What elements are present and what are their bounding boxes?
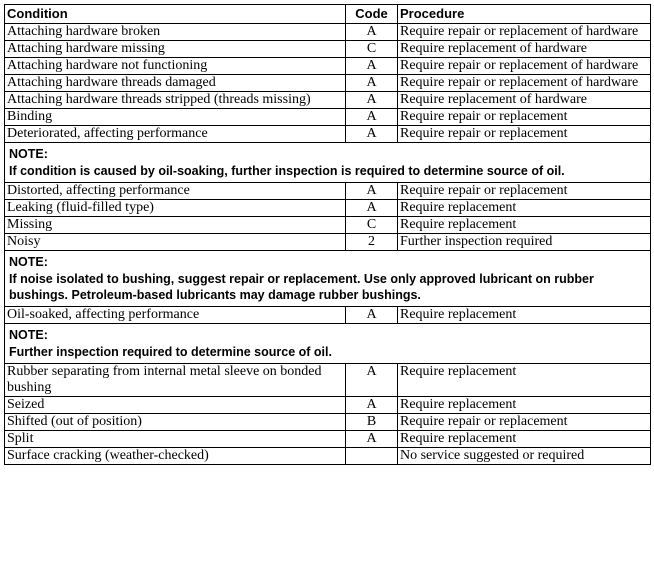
code-cell: A <box>346 200 398 217</box>
code-cell: C <box>346 217 398 234</box>
code-cell: A <box>346 75 398 92</box>
code-cell <box>346 448 398 465</box>
table-row <box>5 217 651 234</box>
table-row <box>5 183 651 200</box>
procedure-cell: Require repair or replacement <box>398 414 651 431</box>
table-row <box>5 75 651 92</box>
condition-cell: Deteriorated, affecting performance <box>5 126 346 143</box>
code-cell: A <box>346 126 398 143</box>
code-cell: A <box>346 183 398 200</box>
code-cell: A <box>346 109 398 126</box>
condition-cell: Surface cracking (weather-checked) <box>5 448 346 465</box>
table-body <box>5 24 651 465</box>
condition-cell: Shifted (out of position) <box>5 414 346 431</box>
procedure-cell: No service suggested or required <box>398 448 651 465</box>
procedure-cell: Require repair or replacement <box>398 126 651 143</box>
table-row <box>5 234 651 251</box>
procedure-cell: Require repair or replacement of hardware <box>398 75 651 92</box>
condition-cell: Attaching hardware broken <box>5 24 346 41</box>
condition-cell: Rubber separating from internal metal sleeve on bonded bushing <box>5 364 346 397</box>
note-label: NOTE: <box>9 147 48 161</box>
table-header-row <box>5 5 651 24</box>
table-row <box>5 397 651 414</box>
condition-header: Condition <box>5 5 346 24</box>
condition-cell: Split <box>5 431 346 448</box>
note-label: NOTE: <box>9 255 48 269</box>
condition-cell: Noisy <box>5 234 346 251</box>
procedure-cell: Require replacement <box>398 397 651 414</box>
condition-cell: Binding <box>5 109 346 126</box>
condition-cell: Leaking (fluid-filled type) <box>5 200 346 217</box>
procedure-cell: Require repair or replacement of hardware <box>398 24 651 41</box>
table-row <box>5 58 651 75</box>
note-cell <box>5 324 651 364</box>
table-row <box>5 41 651 58</box>
table-row <box>5 92 651 109</box>
condition-cell: Seized <box>5 397 346 414</box>
procedure-cell: Require replacement <box>398 364 651 397</box>
condition-cell: Attaching hardware not functioning <box>5 58 346 75</box>
code-cell: 2 <box>346 234 398 251</box>
procedure-cell: Require replacement <box>398 431 651 448</box>
table-row <box>5 414 651 431</box>
note-text: If noise isolated to bushing, suggest repair or replacement. Use only approved lubricant on rubber bushings. Petroleum-based lubricants may damage rubber bushings. <box>9 272 594 302</box>
inspection-table <box>4 4 651 465</box>
table-row <box>5 126 651 143</box>
table-row <box>5 431 651 448</box>
table-row <box>5 24 651 41</box>
procedure-cell: Require replacement <box>398 307 651 324</box>
code-cell: A <box>346 58 398 75</box>
procedure-cell: Require replacement of hardware <box>398 92 651 109</box>
code-cell: A <box>346 431 398 448</box>
procedure-cell: Require repair or replacement <box>398 109 651 126</box>
note-label: NOTE: <box>9 328 48 342</box>
procedure-cell: Require repair or replacement of hardware <box>398 58 651 75</box>
code-cell: A <box>346 24 398 41</box>
table-row <box>5 109 651 126</box>
procedure-cell: Require replacement <box>398 217 651 234</box>
table-row <box>5 307 651 324</box>
condition-cell: Attaching hardware threads stripped (threads missing) <box>5 92 346 109</box>
code-cell: A <box>346 307 398 324</box>
code-cell: B <box>346 414 398 431</box>
note-row <box>5 251 651 307</box>
condition-cell: Oil-soaked, affecting performance <box>5 307 346 324</box>
note-row <box>5 324 651 364</box>
condition-cell: Attaching hardware missing <box>5 41 346 58</box>
condition-cell: Missing <box>5 217 346 234</box>
note-row <box>5 143 651 183</box>
code-cell: A <box>346 364 398 397</box>
note-text: Further inspection required to determine source of oil. <box>9 345 332 359</box>
table-row <box>5 448 651 465</box>
code-cell: A <box>346 92 398 109</box>
code-header: Code <box>346 5 398 24</box>
condition-cell: Attaching hardware threads damaged <box>5 75 346 92</box>
note-cell <box>5 143 651 183</box>
note-cell <box>5 251 651 307</box>
note-text: If condition is caused by oil-soaking, further inspection is required to determine source of oil. <box>9 164 565 178</box>
procedure-cell: Require replacement <box>398 200 651 217</box>
code-cell: C <box>346 41 398 58</box>
procedure-header: Procedure <box>398 5 651 24</box>
procedure-cell: Further inspection required <box>398 234 651 251</box>
table-row <box>5 364 651 397</box>
code-cell: A <box>346 397 398 414</box>
procedure-cell: Require replacement of hardware <box>398 41 651 58</box>
table-row <box>5 200 651 217</box>
procedure-cell: Require repair or replacement <box>398 183 651 200</box>
condition-cell: Distorted, affecting performance <box>5 183 346 200</box>
